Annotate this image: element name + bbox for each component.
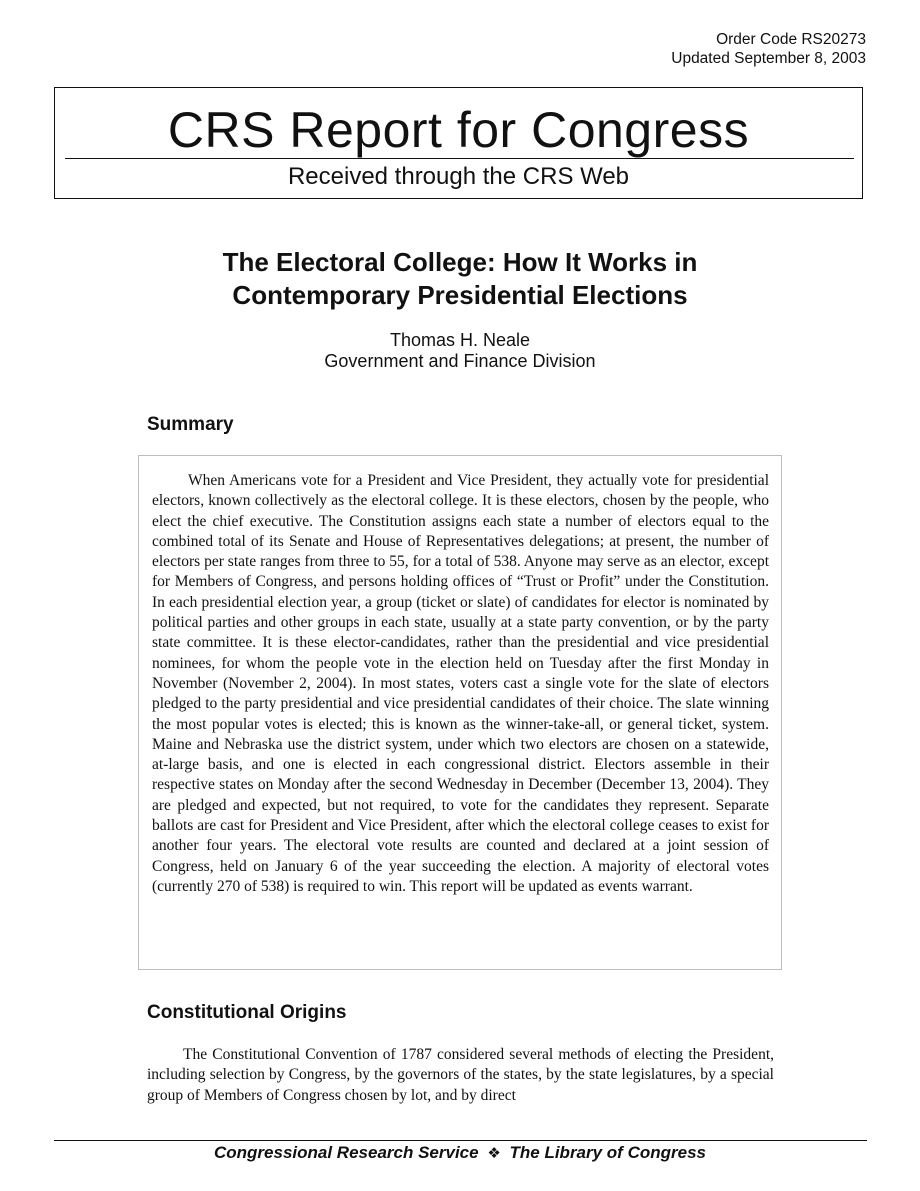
summary-box — [138, 455, 782, 970]
summary-heading: Summary — [147, 414, 234, 435]
banner-divider — [65, 158, 854, 159]
banner-subtitle: Received through the CRS Web — [287, 163, 630, 190]
footer-library: The Library of Congress — [509, 1143, 706, 1162]
report-banner — [54, 87, 863, 199]
document-title — [100, 246, 820, 312]
author-name: Thomas H. Neale — [389, 330, 531, 350]
document-title-line-2: Contemporary Presidential Elections — [232, 280, 688, 310]
document-title-line-1: The Electoral College: How It Works in — [222, 247, 698, 277]
footer-crs: Congressional Research Service — [214, 1143, 479, 1162]
footer — [0, 1142, 920, 1165]
diamond-ornament-icon: ❖ — [487, 1145, 501, 1162]
author-block — [100, 330, 820, 372]
updated-date: Updated September 8, 2003 — [671, 50, 866, 67]
banner-title: CRS Report for Congress — [167, 102, 750, 158]
order-code: Order Code RS20273 — [716, 31, 866, 48]
order-code-block — [671, 30, 866, 68]
footer-divider — [54, 1140, 867, 1141]
origins-paragraph: The Constitutional Convention of 1787 considered several methods of electing the President, including selection by Congress, by the governors of the states, by the state legislatures, by a special group of Members of Congress chosen by lot, and by direct — [147, 1046, 774, 1104]
summary-text: When Americans vote for a President and Vice President, they actually vote for presidential electors, known collectively as the electoral college. It is these electors, chosen by the people, who elect the chief executive. The Constitution assigns each state a number of electors equal to the combined total of its Senate and House of Representatives delegations; at present, the number of electors per state ranges from three to 55, for a total of 538. Anyone may serve as an elector, except for Members of Congress, and persons holding offices of “Trust or Profit” under the Constitution. In each presidential election year, a group (ticket or slate) of candidates for elector is nominated by political parties and other groups in each state, usually at a state party convention, or by the party state committee. It is these elector-candidates, rather than the presidential and vice presidential nominees, for whom the people vote in the election held on Tuesday after the first Monday in November (November 2, 2004). In most states, voters cast a single vote for the slate of electors pledged to the party presidential and vice presidential candidates of their choice. The slate winning the most popular votes is elected; this is known as the winner-take-all, or general ticket, system. Maine and Nebraska use the district system, under which two electors are chosen on a statewide, at-large basis, and one is elected in each congressional district. Electors assemble in their respective states on Monday after the second Wednesday in December (December 13, 2004). They are pledged and expected, but not required, to vote for the candidates they represent. Separate ballots are cast for President and Vice President, after which the electoral college ceases to exist for another four years. The electoral vote results are counted and declared at a joint session of Congress, held on January 6 of the year succeeding the election. A majority of electoral votes (currently 270 of 538) is required to win. This report will be updated as events warrant. — [152, 472, 769, 895]
author-division: Government and Finance Division — [324, 351, 596, 371]
origins-heading: Constitutional Origins — [147, 1002, 347, 1023]
